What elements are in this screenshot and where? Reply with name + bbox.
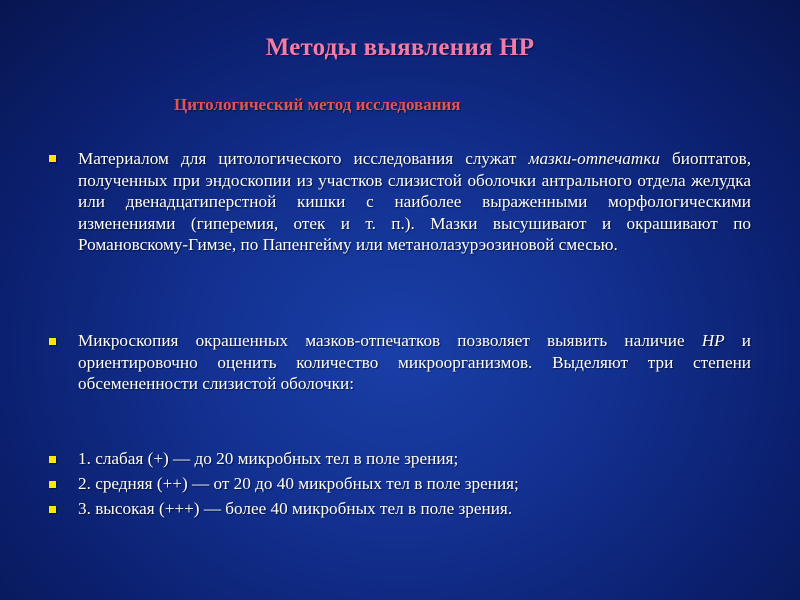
list-item-material (78, 148, 751, 256)
slide-subtitle: Цитологический метод исследования (174, 95, 461, 114)
item-text-italic: мазки-отпечатки (528, 149, 660, 168)
item-text-part: биоптатов, полученных при эндоскопии из участков слизистой оболочки антрального отдела желудка или двенадцатиперстной кишки с наиболее выраженными морфологическими изменениями (гиперемия, отек и т. п.). Мазки высушивают и окрашивают по Романовскому-Гимзе, по Папенгейму или метанолазурэозиновой смесью. (78, 149, 751, 255)
bullet-icon (49, 338, 56, 345)
bullet-icon (49, 456, 56, 463)
bullet-icon (49, 155, 56, 162)
item-text-part: и ориентировочно оценить количество микроорганизмов. Выделяют три степени обсемененности слизистой оболочки: (78, 331, 751, 394)
item-text-italic: HP (701, 331, 725, 350)
list-item-grade-medium: 2. средняя (++) — от 20 до 40 микробных тел в поле зрения; (78, 474, 519, 493)
item-text-part: Материалом для цитологического исследования служат (78, 149, 529, 168)
bullet-icon (49, 481, 56, 488)
list-item-grade-weak: 1. слабая (+) — до 20 микробных тел в поле зрения; (78, 449, 459, 468)
item-text-part: Микроскопия окрашенных мазков-отпечатков позволяет выявить наличие (78, 331, 702, 350)
bullet-icon (49, 506, 56, 513)
list-item-grade-high: 3. высокая (+++) — более 40 микробных тел в поле зрения. (78, 499, 513, 518)
list-item-microscopy (78, 330, 751, 395)
slide-title: Методы выявления НР (265, 34, 535, 61)
